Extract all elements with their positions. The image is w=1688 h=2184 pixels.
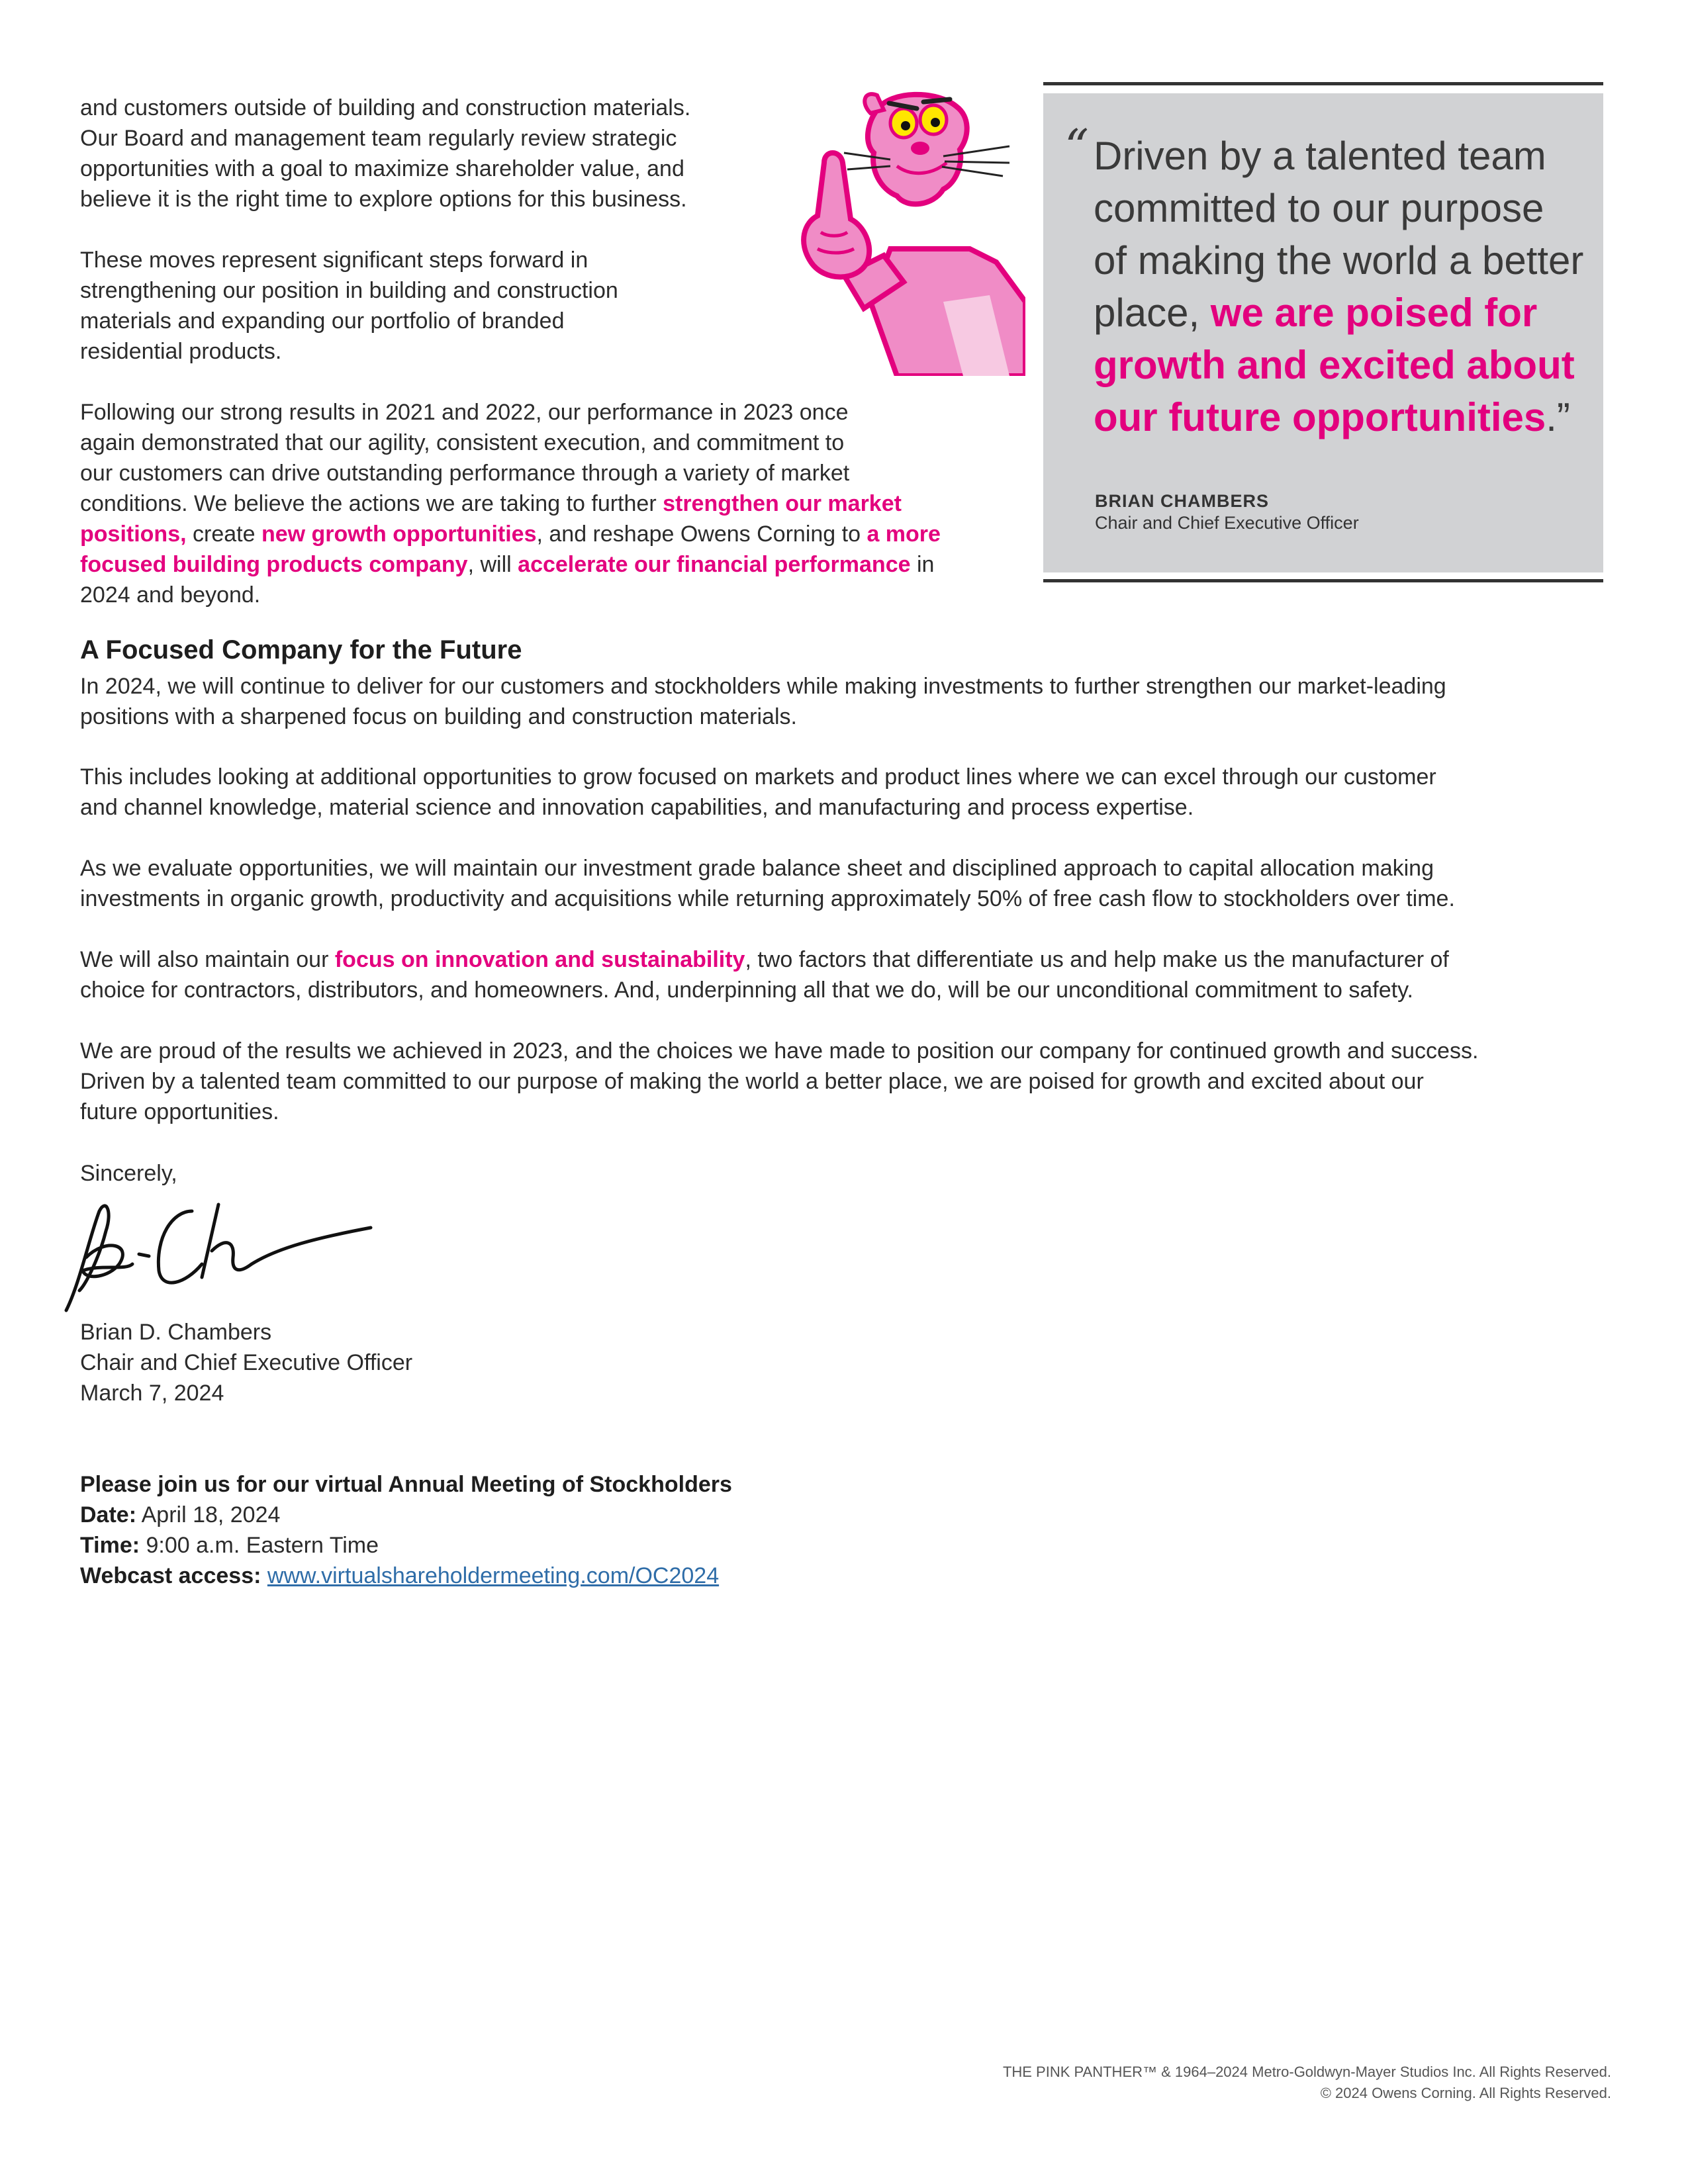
intro-paragraph-3: Following our strong results in 2021 and 2022, our performance in 2023 once again demonstrated that our agility, consistent execution, and commitment to our customers can drive outstanding performance through a variety of market conditions. We believe the actions we are taking to further strengthen our market positions, create new growth opportunities, and reshape Owens Corning to a more focused building products company, will accelerate our financial performance in 2024 and beyond. [80, 400, 941, 608]
signer-title: Chair and Chief Executive Officer [80, 1350, 413, 1375]
highlight-innovation: focus on innovation and sustainability [334, 947, 745, 972]
letter-date: March 7, 2024 [80, 1381, 224, 1406]
footer-trademark: THE PINK PANTHER™ & 1964–2024 Metro-Goldwyn-Mayer Studios Inc. All Rights Reserved. [1002, 2064, 1611, 2080]
section-paragraph-2: This includes looking at additional opportunities to grow focused on markets and product lines where we can excel through our customer and channel knowledge, material science and innovation capabilities, and manufacturing and process expertise. [80, 764, 1436, 820]
meeting-heading: Please join us for our virtual Annual Meeting of Stockholders [80, 1472, 732, 1497]
highlight-a-more: a more [867, 522, 941, 547]
quote-top-rule [1043, 82, 1603, 85]
section-paragraph-5: We are proud of the results we achieved in 2023, and the choices we have made to position our company for continued growth and success. Driven by a talented team committed to our purpose of making the world a better place, we are poised for growth and excited about our future opportunities. [80, 1038, 1479, 1124]
section-paragraph-4: We will also maintain our focus on innovation and sustainability, two factors that differentiate us and help make us the manufacturer of choice for contractors, distributors, and homeowners. And, underpinning all that we do, will be our unconditional commitment to safety. [80, 947, 1449, 1003]
highlight-new-growth: new growth opportunities [261, 522, 537, 547]
signature [60, 1185, 384, 1317]
meeting-info: Please join us for our virtual Annual Meeting of Stockholders Date: April 18, 2024 Time: 9:00 a.m. Eastern Time Webcast access: www.virtualshareholdermeeting.com/OC2024 [80, 1469, 732, 1591]
intro-paragraph-2: These moves represent significant steps forward in strengthening our position in building and construction materials and expanding our portfolio of branded residential products. [80, 248, 618, 364]
section-heading: A Focused Company for the Future [80, 635, 522, 664]
signer-name: Brian D. Chambers [80, 1320, 272, 1345]
highlight-accelerate: accelerate our financial performance [518, 552, 911, 577]
highlight-positions: positions, [80, 522, 187, 547]
intro-paragraph-1: and customers outside of building and construction materials. Our Board and management team regularly review strategic opportunities with a goal to maximize shareholder value, and believe it is the right time to explore options for this business. [80, 95, 691, 212]
section-paragraph-1: In 2024, we will continue to deliver for our customers and stockholders while making investments to further strengthen our market-leading positions with a sharpened focus on building and construction materials. [80, 674, 1446, 729]
highlight-strengthen: strengthen our market [663, 491, 902, 516]
quote-bottom-rule [1043, 579, 1603, 582]
panther-nose [911, 142, 929, 155]
quote-open-mark: “ [1064, 119, 1089, 175]
section-paragraph-3: As we evaluate opportunities, we will maintain our investment grade balance sheet and disciplined approach to capital allocation making investments in organic growth, productivity and acquisitions while returning approximately 50% of free cash flow to stockholders over time. [80, 856, 1455, 911]
salutation: Sincerely, [80, 1161, 177, 1186]
pull-quote-text: Driven by a talented team committed to our purpose of making the world a better place, we are poised for growth and excited about our future opportunities.” [1094, 134, 1584, 439]
closing-block [80, 1317, 412, 1408]
quote-attribution-name: BRIAN CHAMBERS [1095, 491, 1269, 511]
pink-panther-illustration [791, 83, 1025, 376]
quote-attribution-title: Chair and Chief Executive Officer [1095, 513, 1359, 533]
panther-hand [804, 153, 869, 277]
footer-copyright: © 2024 Owens Corning. All Rights Reserved. [1320, 2085, 1611, 2101]
highlight-focused-company: focused building products company [80, 552, 468, 577]
webcast-link[interactable]: www.virtualshareholdermeeting.com/OC2024 [267, 1563, 720, 1588]
